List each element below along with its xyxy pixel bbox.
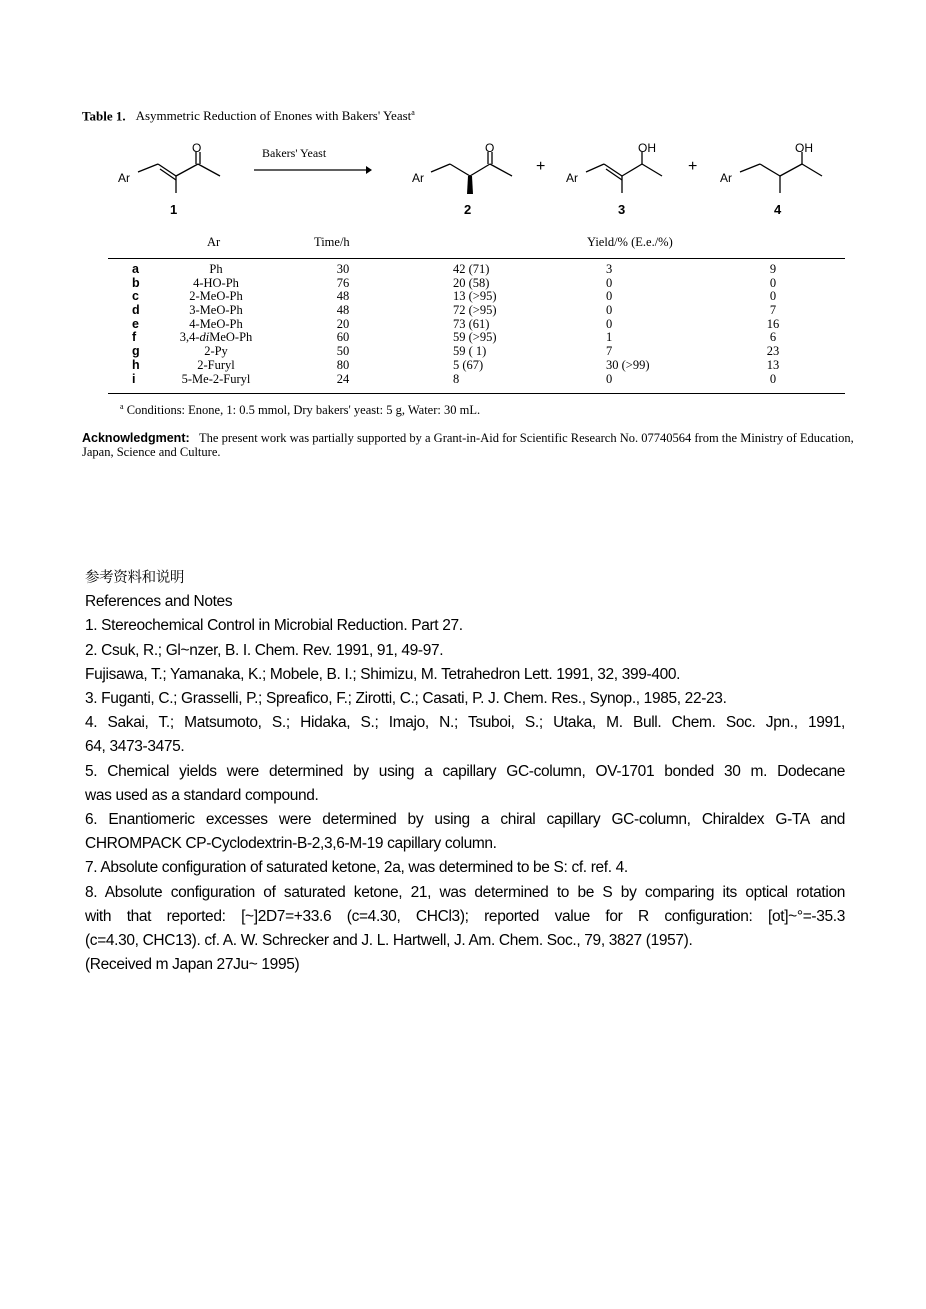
row-yield-2: 8	[453, 371, 460, 386]
reference-line: (Received m Japan 27Ju~ 1995)	[85, 956, 300, 974]
reference-line: 8. Absolute configuration of saturated ketone, 21, was determined to be S by comparing its optical rotation	[85, 883, 845, 901]
reference-line: 64, 3473-3475.	[85, 738, 185, 756]
ar-label: Ar	[118, 171, 130, 185]
row-yield-2: 13 (>95)	[453, 289, 497, 304]
row-time: 60	[336, 330, 350, 345]
row-yield-4: 23	[766, 344, 780, 359]
row-yield-3: 1	[606, 330, 613, 345]
row-yield-4: 9	[769, 262, 777, 276]
table-label: Table 1.	[82, 108, 126, 124]
table-row	[108, 277, 845, 291]
row-ar: 2-Py	[204, 344, 228, 359]
row-yield-3: 30 (>99)	[606, 357, 650, 372]
table-caption	[82, 108, 415, 124]
row-id: f	[132, 330, 137, 345]
reference-line: with that reported: [~]2D7=+33.6 (c=4.30, CHCl3); reported value for R configuration: [ot]~°=-35.3	[85, 907, 845, 925]
reference-line: 5. Chemical yields were determined by using a capillary GC-column, OV-1701 bonded 30 m. Dodecane	[85, 762, 845, 780]
row-yield-2: 59 (>95)	[453, 330, 497, 345]
hydroxyl-label: OH	[638, 141, 656, 155]
row-yield-4: 0	[769, 371, 777, 386]
table-footnote	[120, 402, 480, 418]
data-table	[108, 263, 845, 386]
oxygen-label: O	[485, 141, 495, 155]
row-time: 76	[336, 275, 350, 290]
references-section	[85, 566, 845, 977]
row-yield-4: 0	[769, 289, 777, 304]
reference-line: Fujisawa, T.; Yamanaka, K.; Mobele, B. I.; Shimizu, M. Tetrahedron Lett. 1991, 32, 399-400.	[85, 665, 681, 683]
ar-label: Ar	[566, 171, 578, 185]
row-ar: 2-Furyl	[197, 357, 235, 372]
row-id: c	[132, 289, 139, 304]
table-bottom-rule	[108, 393, 845, 394]
row-time: 48	[336, 289, 350, 304]
ar-label: Ar	[720, 171, 732, 185]
row-time: 30	[336, 262, 350, 276]
row-ar: 4-MeO-Ph	[189, 316, 243, 331]
reference-line: 7. Absolute configuration of saturated ketone, 2a, was determined to be S: cf. ref. 4.	[85, 859, 628, 877]
row-yield-2: 59 ( 1)	[453, 344, 487, 359]
plus-sign: +	[536, 158, 546, 175]
references-heading-cn: 参考资料和说明	[85, 570, 185, 586]
reference-line: 4. Sakai, T.; Matsumoto, S.; Hidaka, S.; Imajo, N.; Tsuboi, S.; Utaka, M. Bull. Chem. Soc. Jpn., 1991,	[85, 714, 845, 732]
reference-line: CHROMPACK CP-Cyclodextrin-B-2,3,6-M-19 capillary column.	[85, 835, 497, 853]
row-time: 24	[336, 371, 350, 386]
row-time: 50	[336, 344, 350, 359]
row-yield-3: 0	[606, 371, 613, 386]
ar-label: Ar	[412, 171, 424, 185]
row-id: h	[132, 357, 140, 372]
row-yield-2: 72 (>95)	[453, 303, 497, 318]
row-time: 48	[336, 303, 350, 318]
row-id: a	[132, 262, 139, 276]
row-yield-4: 13	[766, 357, 780, 372]
row-id: i	[132, 371, 136, 386]
row-ar: 3,4-diMeO-Ph	[179, 330, 253, 345]
table-title: Asymmetric Reduction of Enones with Bakers' Yeast	[135, 108, 412, 124]
compound-1-label: 1	[170, 202, 178, 217]
row-yield-3: 3	[606, 262, 613, 276]
table-row	[108, 345, 845, 359]
reference-line: 1. Stereochemical Control in Microbial Reduction. Part 27.	[85, 617, 463, 635]
plus-sign: +	[688, 158, 698, 175]
oxygen-label: O	[192, 141, 202, 155]
row-yield-3: 0	[606, 316, 613, 331]
row-ar: 5-Me-2-Furyl	[181, 371, 251, 386]
row-yield-2: 42 (71)	[453, 262, 490, 276]
row-yield-3: 0	[606, 289, 613, 304]
acknowledgment-text: The present work was partially supported by a Grant-in-Aid for Scientific Research No. 07740564 from the Ministry of Education, Japan, Science and Culture.	[82, 431, 854, 459]
row-yield-2: 73 (61)	[453, 316, 490, 331]
table-row	[108, 304, 845, 318]
arrow-label: Bakers' Yeast	[262, 146, 327, 160]
compound-3-label: 3	[618, 202, 626, 217]
header-time: Time/h	[314, 235, 350, 249]
acknowledgment	[82, 431, 872, 459]
header-yield: Yield/% (E.e./%)	[587, 235, 673, 249]
row-ar: 3-MeO-Ph	[189, 303, 243, 318]
hydroxyl-label: OH	[795, 141, 813, 155]
row-yield-3: 7	[606, 344, 613, 359]
row-id: e	[132, 316, 139, 331]
reaction-scheme	[100, 138, 840, 228]
footnote-marker: a	[120, 402, 124, 411]
table-row	[108, 331, 845, 345]
row-yield-4: 7	[769, 303, 777, 318]
references-list	[85, 614, 845, 977]
reference-line: 3. Fuganti, C.; Grasselli, P.; Spreafico, F.; Zirotti, C.; Casati, P. J. Chem. Res., Synop., 1985, 22-23.	[85, 690, 727, 708]
compound-2-label: 2	[464, 202, 472, 217]
reference-line: 2. Csuk, R.; Gl~nzer, B. I. Chem. Rev. 1991, 91, 49-97.	[85, 641, 444, 659]
reference-line: was used as a standard compound.	[85, 786, 319, 804]
header-ar: Ar	[207, 235, 221, 249]
row-yield-2: 20 (58)	[453, 275, 490, 290]
table-row	[108, 359, 845, 373]
row-ar: 2-MeO-Ph	[189, 289, 243, 304]
row-time: 80	[336, 357, 350, 372]
row-ar: Ph	[209, 262, 223, 276]
table-row	[108, 290, 845, 304]
compound-4-label: 4	[774, 202, 782, 217]
row-yield-4: 0	[769, 275, 777, 290]
footnote-text: Conditions: Enone, 1: 0.5 mmol, Dry bakers' yeast: 5 g, Water: 30 mL.	[126, 403, 481, 418]
acknowledgment-label: Acknowledgment:	[82, 431, 190, 445]
table-row	[108, 318, 845, 332]
row-ar: 4-HO-Ph	[193, 275, 239, 290]
row-yield-4: 16	[766, 316, 780, 331]
row-yield-3: 0	[606, 275, 613, 290]
table-top-rule	[108, 258, 845, 259]
row-yield-4: 6	[769, 330, 777, 345]
table-row	[108, 263, 845, 277]
table-title-superscript: a	[411, 108, 415, 117]
reference-line: 6. Enantiomeric excesses were determined by using a chiral capillary GC-column, Chiraldex G-TA and	[85, 811, 845, 829]
row-time: 20	[336, 316, 350, 331]
table-row	[108, 373, 845, 387]
row-yield-2: 5 (67)	[453, 357, 484, 372]
row-id: g	[132, 344, 140, 359]
reference-line: (c=4.30, CHC13). cf. A. W. Schrecker and J. L. Hartwell, J. Am. Chem. Soc., 79, 3827 (1957).	[85, 932, 693, 950]
row-id: d	[132, 303, 140, 318]
references-heading: References and Notes	[85, 593, 233, 611]
row-yield-3: 0	[606, 303, 613, 318]
row-id: b	[132, 275, 140, 290]
